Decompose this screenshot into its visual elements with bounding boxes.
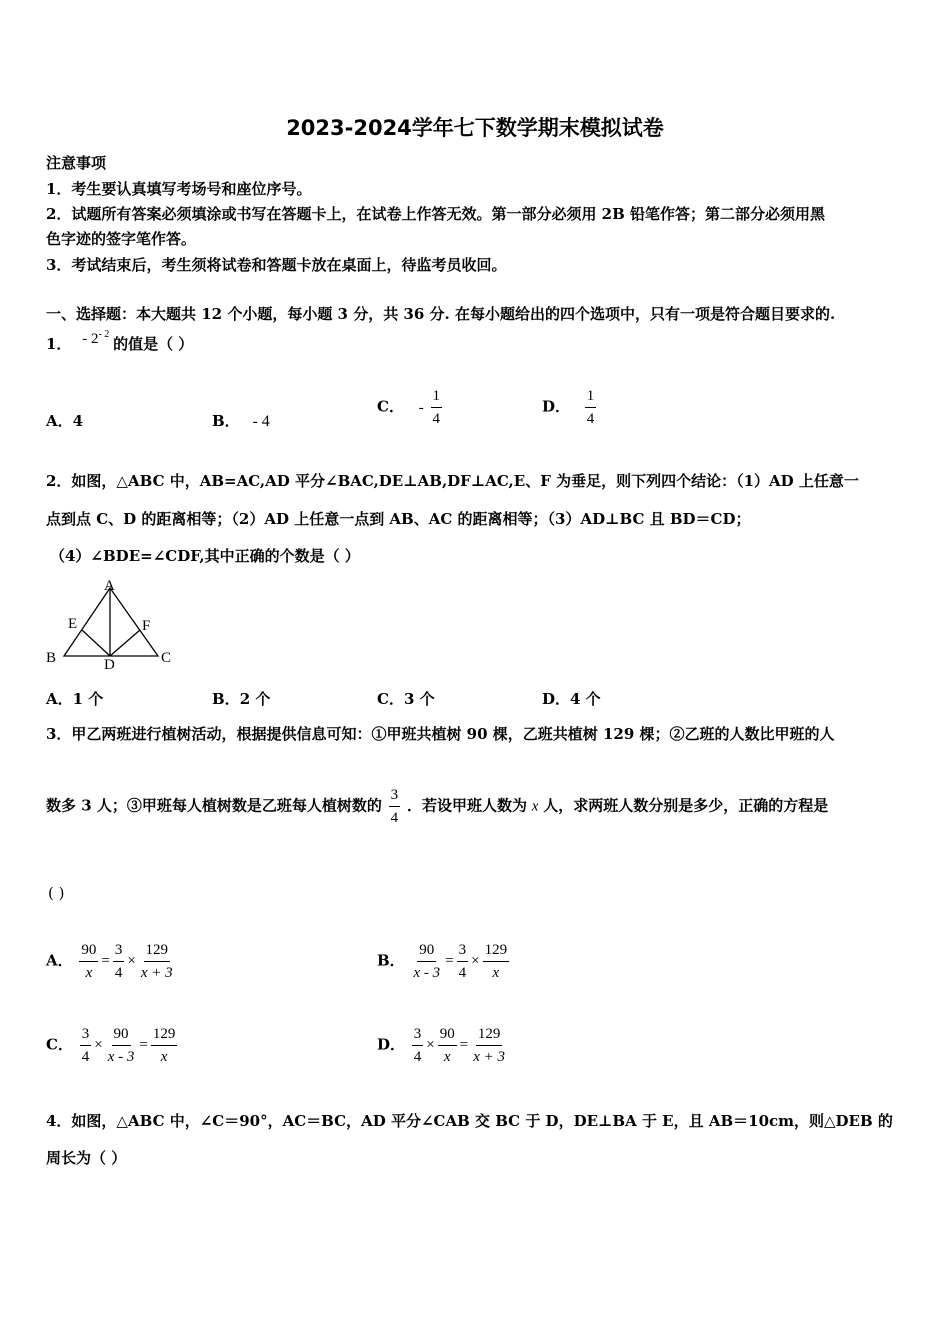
times-sign: × — [471, 953, 480, 969]
label-d: D — [104, 657, 115, 672]
label-c: C — [161, 650, 172, 666]
fraction: $\frac{3}{4}$ — [413, 1026, 422, 1065]
fraction: $\frac{129}{x + 3}$ — [140, 942, 173, 981]
fraction: $\frac{1}{4}$ — [586, 388, 595, 427]
label-f: F — [142, 618, 151, 634]
question-2-line: 点到点 C、D 的距离相等；（2）AD 上任意一点到 AB、AC 的距离相等；（3）AD⊥BC 且 BD＝CD； — [46, 510, 751, 528]
notice-item: 1．考生要认真填写考场号和座位序号。 — [46, 180, 312, 198]
label-e: E — [68, 616, 78, 632]
q3-option-d[interactable]: D． $\frac{3}{4}$ × $\frac{90}{x}$ = $\frac{129}{x + 3}$ — [377, 1026, 506, 1065]
q2-option-b[interactable]: B．2 个 — [212, 690, 271, 708]
fraction: $\frac{3}{4}$ — [114, 942, 123, 981]
equals-sign: = — [445, 953, 454, 969]
fraction: $\frac{90}{x - 3}$ — [107, 1026, 135, 1065]
answer-paren: ( ) — [48, 884, 65, 902]
q2-option-a[interactable]: A．1 个 — [46, 690, 104, 708]
fraction: $\frac{1}{4}$ — [432, 388, 441, 427]
question-3-line: 数多 3 人；③甲班每人植树数是乙班每人植树数的 $\frac{3}{4}$ ．若设甲班人数为 x 人，求两班人数分别是多少，正确的方程是 — [46, 787, 829, 826]
question-1-stem — [46, 329, 194, 354]
question-3-line: 3．甲乙两班进行植树活动，根据提供信息可知：①甲班共植树 90 棵，乙班共植树 129 棵；②乙班的人数比甲班的人 — [46, 725, 835, 743]
fraction: $\frac{90}{x}$ — [439, 1026, 455, 1065]
label-b: B — [46, 650, 57, 666]
fraction: $\frac{90}{x}$ — [81, 942, 97, 981]
fraction: $\frac{3}{4}$ — [390, 787, 399, 826]
question-4-line: 周长为（ ） — [46, 1149, 127, 1167]
fraction: $\frac{3}{4}$ — [458, 942, 467, 981]
q1-option-a[interactable]: A．4 — [46, 412, 84, 430]
notice-item: 3．考试结束后，考生须将试卷和答题卡放在桌面上，待监考员收回。 — [46, 256, 507, 274]
times-sign: × — [426, 1037, 435, 1053]
question-number: 1． — [46, 335, 72, 353]
fraction: $\frac{129}{x}$ — [484, 942, 508, 981]
question-2-line: 2．如图，△ABC 中，AB=AC,AD 平分∠BAC,DE⊥AB,DF⊥AC,E、F 为垂足，则下列四个结论：（1）AD 上任意一 — [46, 472, 859, 490]
q1-option-c[interactable]: C． - $\frac{1}{4}$ — [377, 388, 441, 427]
times-sign: × — [94, 1037, 103, 1053]
fraction: $\frac{90}{x - 3}$ — [413, 942, 441, 981]
q3-option-b[interactable]: B． $\frac{90}{x - 3}$ = $\frac{3}{4}$ × $\frac{129}{x}$ — [377, 942, 508, 981]
question-text: 的值是（ ） — [113, 335, 194, 353]
notice-item: 色字迹的签字笔作答。 — [46, 230, 197, 248]
fraction: $\frac{129}{x}$ — [152, 1026, 176, 1065]
fraction: $\frac{3}{4}$ — [81, 1026, 90, 1065]
question-4-line: 4．如图，△ABC 中，∠C＝90°，AC＝BC，AD 平分∠CAB 交 BC 于 D，DE⊥BA 于 E，且 AB＝10cm，则△DEB 的 — [46, 1112, 893, 1130]
triangle-figure — [42, 576, 182, 672]
times-sign: × — [127, 953, 136, 969]
section-heading: 一、选择题：本大题共 12 个小题，每小题 3 分，共 36 分. 在每小题给出的四个选项中，只有一项是符合题目要求的. — [46, 305, 836, 323]
notice-item: 2．试题所有答案必须填涂或书写在答题卡上，在试卷上作答无效。第一部分必须用 2B 铅笔作答；第二部分必须用黑 — [46, 205, 826, 223]
question-2-line: （4）∠BDE=∠CDF,其中正确的个数是（ ） — [50, 547, 360, 565]
notice-heading: 注意事项 — [46, 154, 107, 172]
equals-sign: = — [101, 953, 110, 969]
page-title: 2023-2024学年七下数学期末模拟试卷 — [286, 116, 664, 140]
equals-sign: = — [459, 1037, 469, 1053]
q2-option-c[interactable]: C．3 个 — [377, 690, 435, 708]
q1-option-b[interactable]: B． - 4 — [212, 412, 270, 430]
q3-option-a[interactable]: A． $\frac{90}{x}$ = $\frac{3}{4}$ × $\frac{129}{x + 3}$ — [46, 942, 173, 981]
q2-option-d[interactable]: D．4 个 — [542, 690, 601, 708]
equals-sign: = — [139, 1037, 148, 1053]
label-a: A — [104, 578, 115, 594]
q3-option-c[interactable]: C． $\frac{3}{4}$ × $\frac{90}{x - 3}$ = $\frac{129}{x}$ — [46, 1026, 176, 1065]
fraction: $\frac{129}{x + 3}$ — [473, 1026, 506, 1065]
q1-option-d[interactable]: D． $\frac{1}{4}$ — [542, 388, 595, 427]
power-expression: - $2^{- 2}$ — [82, 329, 110, 347]
